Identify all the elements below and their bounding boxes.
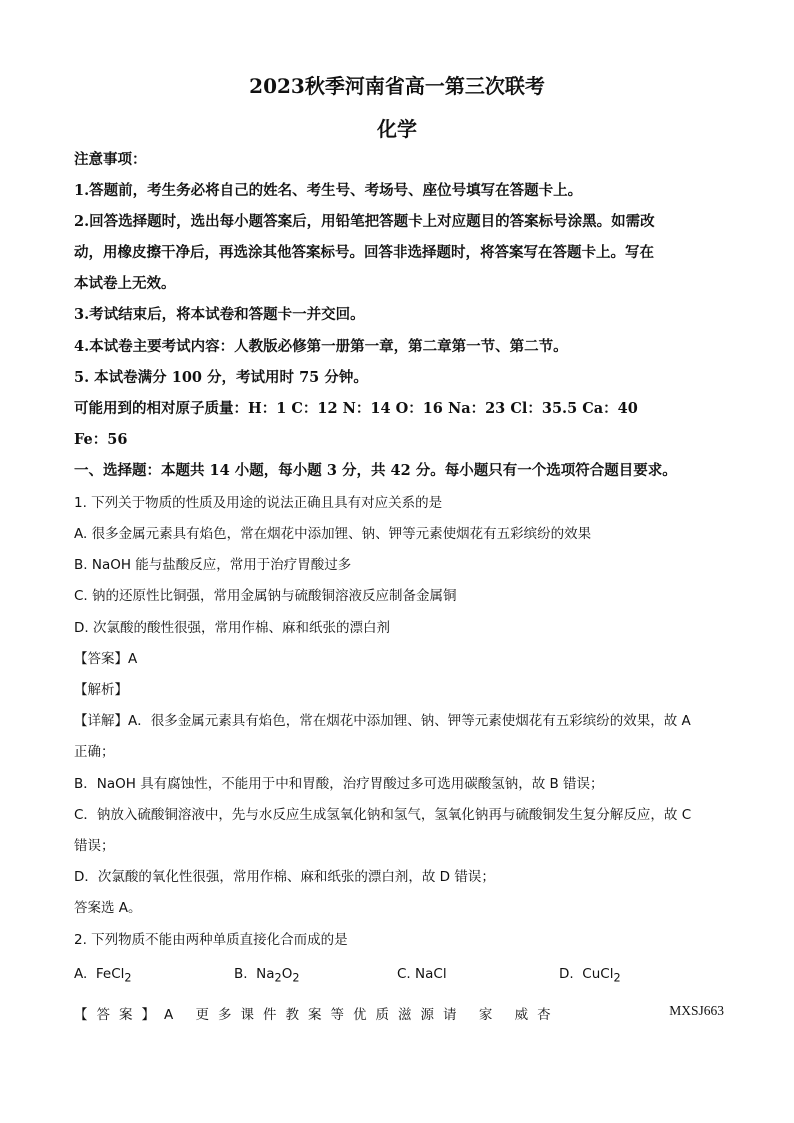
notice-line-5: 3.考试结束后，将本试卷和答题卡一并交回。 — [74, 306, 365, 323]
q1-detail-1: 【详解】A．很多金属元素具有焰色，常在烟花中添加锂、钠、钾等元素使烟花有五彩缤纷的效果，故 A — [74, 713, 691, 729]
q2-option-d: D. CuCl$_2$ — [559, 966, 621, 985]
q1-stem: 1. 下列关于物质的性质及用途的说法正确且具有对应关系的是 — [74, 495, 443, 511]
q1-detail-4: C．钠放入硫酸铜溶液中，先与水反应生成氢氧化钠和氢气，氢氧化钠再与硫酸铜发生复分解反应，故 C — [74, 807, 692, 823]
notice-line-4: 本试卷上无效。 — [74, 275, 176, 292]
q2-stem: 2. 下列物质不能由两种单质直接化合而成的是 — [74, 932, 348, 948]
q1-detail-6: D．次氯酸的氧化性很强，常用作棉、麻和纸张的漂白剂，故 D 错误； — [74, 869, 495, 885]
q1-option-a: A. 很多金属元素具有焰色，常在烟花中添加锂、钠、钾等元素使烟花有五彩缤纷的效果 — [74, 526, 592, 542]
q2-options — [74, 966, 724, 986]
q1-option-b: B. NaOH 能与盐酸反应，常用于治疗胃酸过多 — [74, 557, 352, 573]
q1-analysis-tag: 【解析】 — [74, 682, 128, 698]
q2-option-a: A. FeCl$_2$ — [74, 966, 132, 985]
footer-answer-tag: 【答案】 — [74, 1007, 164, 1023]
q1-detail-5: 错误； — [74, 838, 115, 854]
exam-title: 2023秋季河南省高一第三次联考 — [249, 74, 545, 98]
footer-code: MXSJ663 — [669, 1003, 724, 1018]
q2-option-b: B. $Na_2O_2$ — [234, 966, 300, 985]
notice-line-1: 1.答题前，考生务必将自己的姓名、考生号、考场号、座位号填写在答题卡上。 — [74, 182, 583, 199]
q2-option-c: C. NaCl — [397, 966, 447, 982]
footer-answer-text: A 更多课件教案等优质滋源请 家 威杏 — [164, 1007, 560, 1023]
q1-option-c: C. 钠的还原性比铜强，常用金属钠与硫酸铜溶液反应制备金属铜 — [74, 588, 457, 604]
notice-line-7: 5. 本试卷满分 100 分，考试用时 75 分钟。 — [74, 369, 368, 386]
atomic-mass-line: 可能用到的相对原子质量：H：1 C：12 N：14 O：16 Na：23 Cl：35.5 Ca：40 — [74, 400, 638, 417]
notice-heading: 注意事项： — [74, 151, 147, 168]
page-footer — [74, 1003, 724, 1023]
q1-detail-2: 正确； — [74, 744, 115, 760]
section-heading: 一、选择题：本题共 14 小题，每小题 3 分，共 42 分。每小题只有一个选项符合题目要求。 — [74, 462, 677, 479]
q1-option-d: D. 次氯酸的酸性很强，常用作棉、麻和纸张的漂白剂 — [74, 620, 390, 636]
footer-answer-line — [74, 1003, 560, 1023]
notice-line-6: 4.本试卷主要考试内容：人教版必修第一册第一章，第二章第一节、第二节。 — [74, 338, 568, 355]
notice-line-2: 2.回答选择题时，选出每小题答案后，用铅笔把答题卡上对应题目的答案标号涂黑。如需改 — [74, 213, 655, 230]
q1-detail-3: B．NaOH 具有腐蚀性，不能用于中和胃酸，治疗胃酸过多可选用碳酸氢钠，故 B 错误； — [74, 776, 604, 792]
q1-detail-7: 答案选 A。 — [74, 900, 142, 916]
notice-line-3: 动，用橡皮擦干净后，再选涂其他答案标号。回答非选择题时，将答案写在答题卡上。写在 — [74, 244, 654, 261]
atomic-mass-line-2: Fe：56 — [74, 431, 128, 448]
q1-answer: 【答案】A — [74, 651, 138, 667]
subject-title: 化学 — [377, 117, 417, 141]
